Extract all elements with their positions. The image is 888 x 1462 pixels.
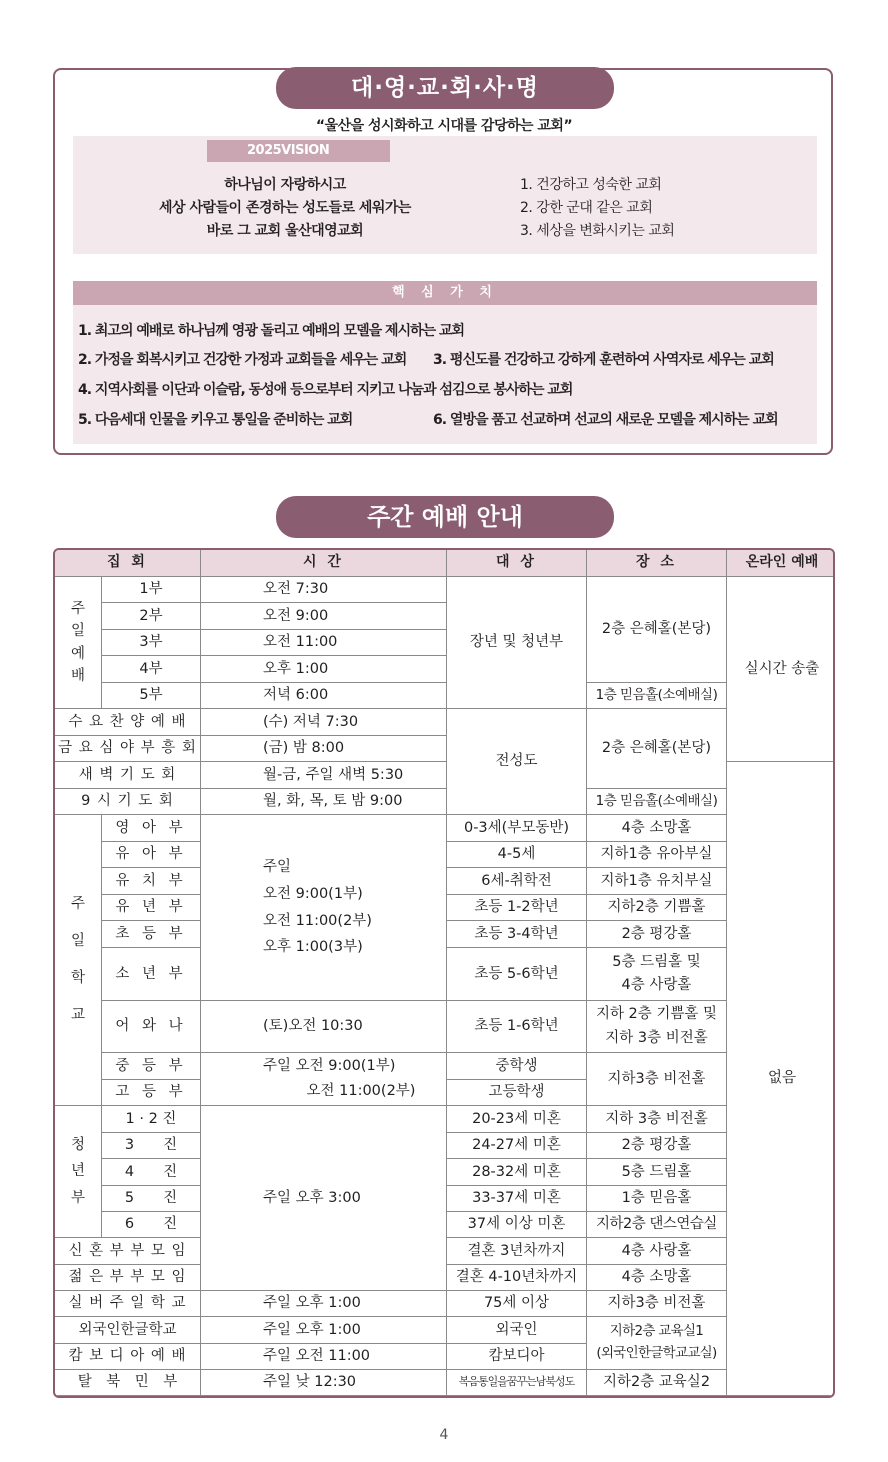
sunday-row-label: 1부 [102,577,201,603]
core-label: 핵 심 가 치 [73,281,817,305]
young-target: 33-37세 미혼 [447,1186,587,1212]
young-place: 2층 평강홀 [587,1133,727,1159]
school-target: 초등 1-6학년 [447,1001,587,1053]
school-target: 6세-취학전 [447,868,587,895]
sunday-row-label: 5부 [102,683,201,709]
header-time: 시 간 [201,550,447,577]
school-row-label: 소 년 부 [102,948,201,1001]
other-place: 지하3층 비전홀 [587,1291,727,1317]
school-time: 주일 오전 9:00(1부) 오전 11:00(2부) 오후 1:00(3부) [201,815,447,1001]
core-value: 4. 지역사회를 이단과 이슬람, 동성애 등으로부터 지키고 나눔과 섬김으로 봉사하는 교회 [78,382,573,398]
vision-list [520,174,674,243]
other-place: 지하2층 교육실2 [587,1370,727,1396]
youth-time: 주일 오전 9:00(1부) 오전 11:00(2부) [201,1053,447,1106]
core-value: 5. 다음세대 인물을 키우고 통일을 준비하는 교회 [78,412,353,428]
core-value: 1. 최고의 예배로 하나님께 영광 돌리고 예배의 모델을 제시하는 교회 [78,323,465,339]
young-row-label: 3 진 [102,1133,201,1159]
young-place: 지하 3층 비전홀 [587,1106,727,1133]
mission-motto: “울산을 성시화하고 시대를 감당하는 교회” [315,118,573,134]
prayer-place: 1층 믿음홀(소예배실) [587,789,727,815]
school-place: 지하1층 유아부실 [587,842,727,868]
sunday-time: 오전 11:00 [201,630,447,656]
vision-item: 3. 세상을 변화시키는 교회 [520,223,675,239]
school-row-label: 유 년 부 [102,895,201,921]
header-place: 장 소 [587,550,727,577]
vision-item: 1. 건강하고 성숙한 교회 [520,177,662,193]
young-group-label: 청 년 부 [55,1106,102,1238]
school-row-label: 어 와 나 [102,1001,201,1053]
couple-place: 4층 소망홀 [587,1265,727,1291]
vision-item: 2. 강한 군대 같은 교회 [520,200,653,216]
school-place: 2층 평강홀 [587,921,727,948]
other-time: 주일 오전 11:00 [201,1344,447,1370]
core-value: 2. 가정을 회복시키고 건강한 가정과 교회들을 세우는 교회 [78,352,407,368]
other-row-label: 탈 북 민 부 [55,1370,201,1396]
young-place: 지하2층 댄스연습실 [587,1212,727,1238]
other-row-label: 외국인한글학교 [55,1317,201,1344]
sunday-time: 오후 1:00 [201,656,447,683]
school-place: 4층 소망홀 [587,815,727,842]
couple-row-label: 젊 은 부 부 모 임 [55,1265,201,1291]
sunday-target: 장년 및 청년부 [447,577,587,709]
other-time: 주일 오후 1:00 [201,1291,447,1317]
school-target: 4-5세 [447,842,587,868]
school-target: 0-3세(부모동반) [447,815,587,842]
young-place: 1층 믿음홀 [587,1186,727,1212]
couple-place: 4층 사랑홀 [587,1238,727,1265]
young-time: 주일 오후 3:00 [201,1106,447,1291]
core-value: 3. 평신도를 건강하고 강하게 훈련하여 사역자로 세우는 교회 [433,352,774,368]
other-target: 캄보디아 [447,1344,587,1370]
school-target: 초등 1-2학년 [447,895,587,921]
school-row-label: 영 아 부 [102,815,201,842]
young-target: 24-27세 미혼 [447,1133,587,1159]
weekday-row-label: 금 요 심 야 부 흥 회 [55,736,201,762]
mission-title: 대·영·교·회·사·명 [276,67,614,109]
weekday-place: 2층 은혜홀(본당) [587,709,727,789]
young-row-label: 5 진 [102,1186,201,1212]
weekday-time: 월, 화, 목, 토 밤 9:00 [201,789,447,815]
sunday-row-label: 3부 [102,630,201,656]
school-row-label: 유 아 부 [102,842,201,868]
page-number: 4 [439,1427,449,1443]
other-time: 주일 낮 12:30 [201,1370,447,1396]
school-place: 지하 2층 기쁨홀 및 지하 3층 비전홀 [587,1001,727,1053]
core-value: 6. 열방을 품고 선교하며 선교의 새로운 모델을 제시하는 교회 [433,412,778,428]
sunday-place-5: 1층 믿음홀(소예배실) [587,683,727,709]
other-row-label: 캄 보 디 아 예 배 [55,1344,201,1370]
young-row-label: 6 진 [102,1212,201,1238]
young-row-label: 4 진 [102,1159,201,1186]
sunday-time: 오전 9:00 [201,603,447,630]
couple-row-label: 신 혼 부 부 모 임 [55,1238,201,1265]
awana-time: (토)오전 10:30 [201,1001,447,1053]
school-place: 5층 드림홀 및 4층 사랑홀 [587,948,727,1001]
school-row-label: 중 등 부 [102,1053,201,1080]
school-target: 고등학생 [447,1080,587,1106]
sunday-row-label: 2부 [102,603,201,630]
weekday-time: 월-금, 주일 새벽 5:30 [201,762,447,789]
weekday-target: 전성도 [447,709,587,815]
school-target: 초등 3-4학년 [447,921,587,948]
other-target: 외국인 [447,1317,587,1344]
school-place: 지하1층 유치부실 [587,868,727,895]
sunday-time: 오전 7:30 [201,577,447,603]
sunday-place: 2층 은혜홀(본당) [587,577,727,683]
header-target: 대 상 [447,550,587,577]
other-row-label: 실 버 주 일 학 교 [55,1291,201,1317]
young-row-label: 1 · 2 진 [102,1106,201,1133]
couple-target: 결혼 3년차까지 [447,1238,587,1265]
school-row-label: 고 등 부 [102,1080,201,1106]
sunday-group-label: 주 일 예 배 [55,577,102,709]
school-row-label: 초 등 부 [102,921,201,948]
header-online: 온라인 예배 [727,550,835,577]
young-target: 28-32세 미혼 [447,1159,587,1186]
young-target: 20-23세 미혼 [447,1106,587,1133]
school-target: 초등 5-6학년 [447,948,587,1001]
schedule-title: 주간 예배 안내 [276,496,614,538]
weekday-row-label: 9 시 기 도 회 [55,789,201,815]
other-target: 75세 이상 [447,1291,587,1317]
other-time: 주일 오후 1:00 [201,1317,447,1344]
school-group-label: 주 일 학 교 [55,815,102,1106]
sunday-row-label: 4부 [102,656,201,683]
weekday-time: (금) 밤 8:00 [201,736,447,762]
schedule-table [53,548,835,1398]
vision-label: 2025VISION [207,140,390,162]
couple-target: 결혼 4-10년차까지 [447,1265,587,1291]
vision-statement: 하나님이 자랑하시고 세상 사람들이 존경하는 성도들로 세워가는 바로 그 교회 울산대영교회 [159,177,411,239]
school-place: 지하2층 기쁨홀 [587,895,727,921]
youth-place: 지하3층 비전홀 [587,1053,727,1106]
sunday-time: 저녁 6:00 [201,683,447,709]
weekday-row-label: 수 요 찬 양 예 배 [55,709,201,736]
young-place: 5층 드림홀 [587,1159,727,1186]
weekday-row-label: 새 벽 기 도 회 [55,762,201,789]
online-live: 실시간 송출 [727,577,835,762]
school-row-label: 유 치 부 [102,868,201,895]
other-target: 복음통일을꿈꾸는남북성도 [447,1370,587,1396]
weekday-time: (수) 저녁 7:30 [201,709,447,736]
school-target: 중학생 [447,1053,587,1080]
online-none: 없음 [727,762,835,1396]
young-target: 37세 이상 미혼 [447,1212,587,1238]
other-place: 지하2층 교육실1 (외국인한글학교교실) [587,1317,727,1370]
header-gathering: 집 회 [55,550,201,577]
